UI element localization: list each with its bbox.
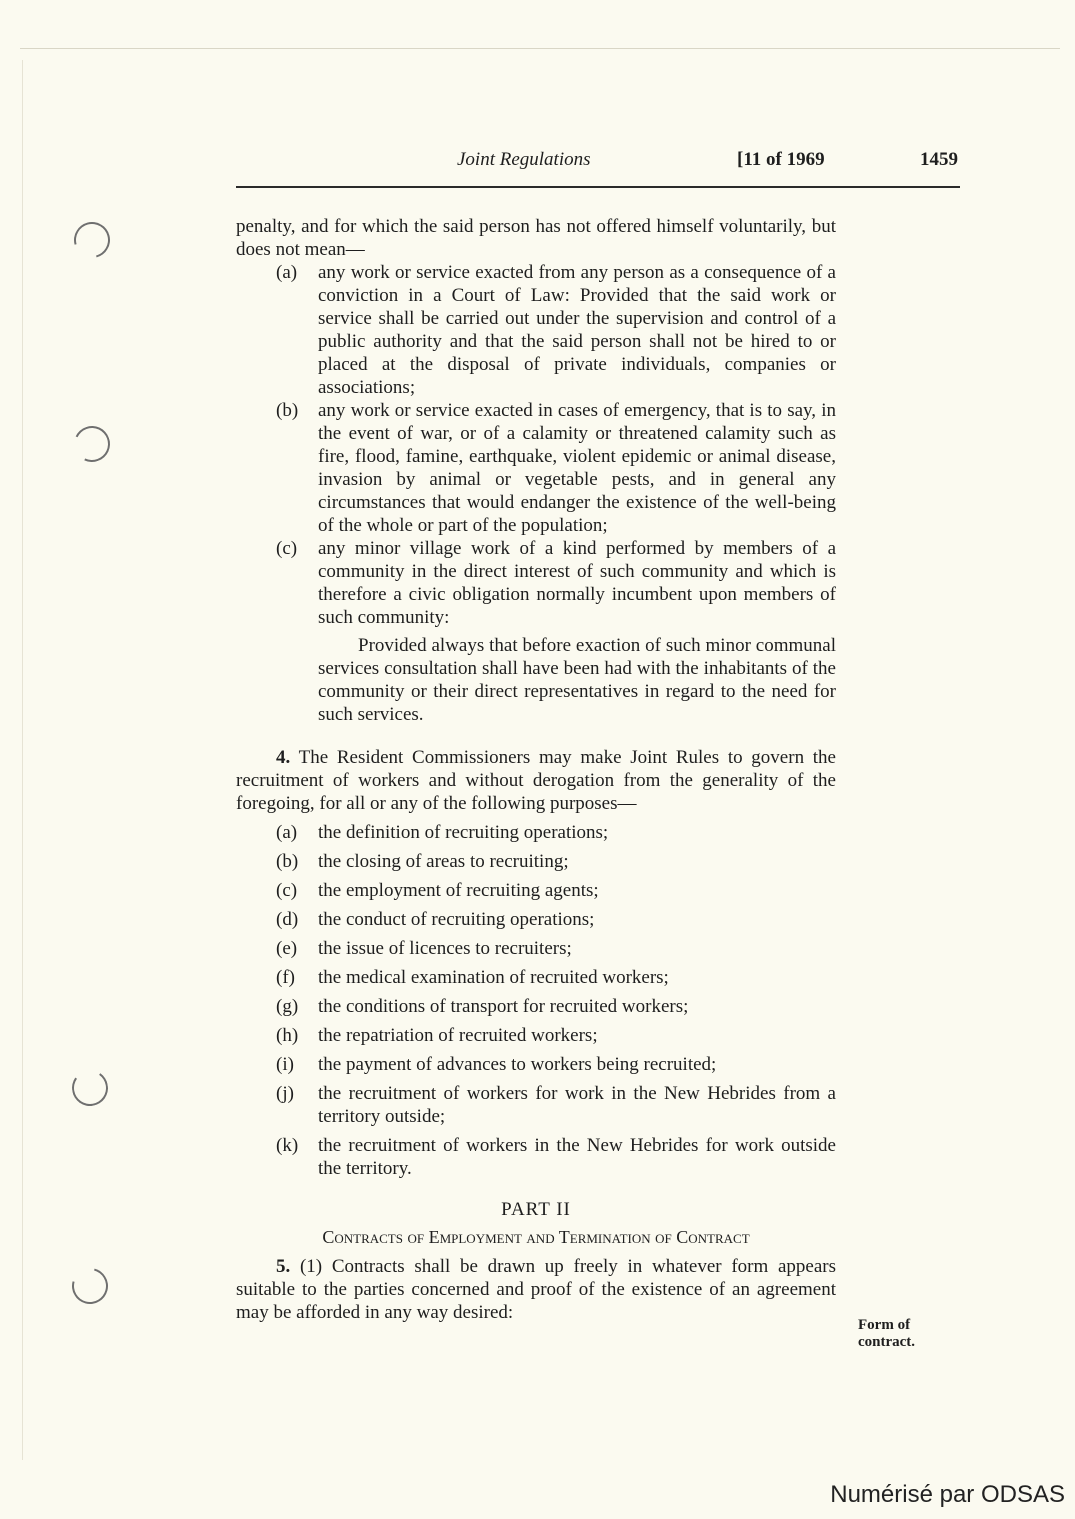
section-5 <box>236 1255 836 1324</box>
running-header <box>236 149 960 173</box>
intro-paragraph: penalty, and for which the said person has not offered himself voluntarily, but does not mean— <box>236 216 836 260</box>
item-text: the payment of advances to workers being recruited; <box>318 1054 717 1075</box>
item-label: (c) <box>276 880 298 901</box>
item-label: (i) <box>276 1054 294 1075</box>
item-label: (a) <box>276 822 298 843</box>
item-label: (g) <box>276 996 299 1017</box>
punch-hole-3 <box>69 1067 111 1109</box>
list-item <box>276 937 836 960</box>
item-text: any work or service exacted in cases of emergency, that is to say, in the event of war, or of a calamity or threatened calamity such as fire, flood, famine, earthquake, violent epidemic or animal disease, invasion by animal or vegetable pests, and in general any circumstances that would endanger the existence of the well-being of the whole or part of the population; <box>318 400 836 536</box>
item-text: the closing of areas to recruiting; <box>318 851 569 872</box>
item-label: (j) <box>276 1083 294 1104</box>
list-item <box>276 995 836 1018</box>
page-edge <box>20 48 1060 49</box>
list-item <box>276 850 836 873</box>
item-text: the recruitment of workers in the New Hebrides for work outside the territory. <box>318 1135 836 1179</box>
item-label: (f) <box>276 967 295 988</box>
page-edge-left <box>22 60 23 1460</box>
page-number: 1459 <box>920 149 958 170</box>
marginal-note <box>858 1317 938 1351</box>
header-rule <box>236 186 960 188</box>
part-heading: PART II <box>501 1199 571 1220</box>
item-text: the issue of licences to recruiters; <box>318 938 572 959</box>
item-label: (h) <box>276 1025 299 1046</box>
item-text: any minor village work of a kind performed by members of a community in the direct interest of such community and which is therefore a civic obligation normally incumbent upon members of such community: <box>318 538 836 628</box>
item-text: the conduct of recruiting operations; <box>318 909 595 930</box>
list-item <box>276 1134 836 1180</box>
list-item <box>276 261 836 399</box>
item-text: the definition of recruiting operations; <box>318 822 609 843</box>
marginal-note-line: Form of <box>858 1317 911 1333</box>
item-label: (k) <box>276 1135 299 1156</box>
list-item <box>276 1024 836 1047</box>
punch-hole-4 <box>65 1261 114 1310</box>
exclusions-list <box>236 261 836 629</box>
list-item <box>276 1082 836 1128</box>
list-item <box>276 821 836 844</box>
item-label: (b) <box>276 400 299 421</box>
item-label: (a) <box>276 262 298 283</box>
proviso-paragraph: Provided always that before exaction of such minor communal services consultation shall have been had with the inhabitants of the community or their direct representatives in regard to the need for such services. <box>318 635 836 725</box>
item-label: (e) <box>276 938 298 959</box>
section-text: The Resident Commissioners may make Joint Rules to govern the recruitment of workers and without derogation from the generality of the foregoing, for all or any of the following purposes— <box>236 747 836 814</box>
list-item <box>276 879 836 902</box>
header-act: [11 of 1969 <box>737 149 825 170</box>
digitization-stamp: Numérisé par ODSAS <box>830 1481 1065 1508</box>
item-text: the recruitment of workers for work in the New Hebrides from a territory outside; <box>318 1083 836 1127</box>
section-4 <box>236 746 836 815</box>
marginal-note-line: contract. <box>858 1334 916 1350</box>
item-label: (b) <box>276 851 299 872</box>
list-item <box>276 966 836 989</box>
item-text: the repatriation of recruited workers; <box>318 1025 598 1046</box>
purposes-list <box>236 821 836 1180</box>
punch-hole-2 <box>69 421 115 467</box>
section-number: 4. <box>276 747 291 768</box>
part-subheading: Contracts of Employment and Termination of Contract <box>322 1227 750 1247</box>
list-item <box>276 537 836 629</box>
list-item <box>276 908 836 931</box>
item-label: (c) <box>276 538 298 559</box>
punch-hole-1 <box>67 215 116 264</box>
item-text: the conditions of transport for recruited workers; <box>318 996 689 1017</box>
section-text: (1) Contracts shall be drawn up freely in whatever form appears suitable to the parties concerned and proof of the existence of an agreement may be afforded in any way desired: <box>236 1256 837 1323</box>
item-label: (d) <box>276 909 299 930</box>
list-item <box>276 399 836 537</box>
item-text: any work or service exacted from any person as a consequence of a conviction in a Court of Law: Provided that the said work or service shall be carried out under the supervision and control of a public authority and that the said person shall not be hired to or placed at the disposal of private individuals, companies or associations; <box>318 262 836 398</box>
list-item <box>276 1053 836 1076</box>
item-text: the medical examination of recruited workers; <box>318 967 669 988</box>
document-body <box>236 215 836 1324</box>
header-title: Joint Regulations <box>457 149 591 170</box>
item-text: the employment of recruiting agents; <box>318 880 599 901</box>
section-number: 5. <box>276 1256 291 1277</box>
